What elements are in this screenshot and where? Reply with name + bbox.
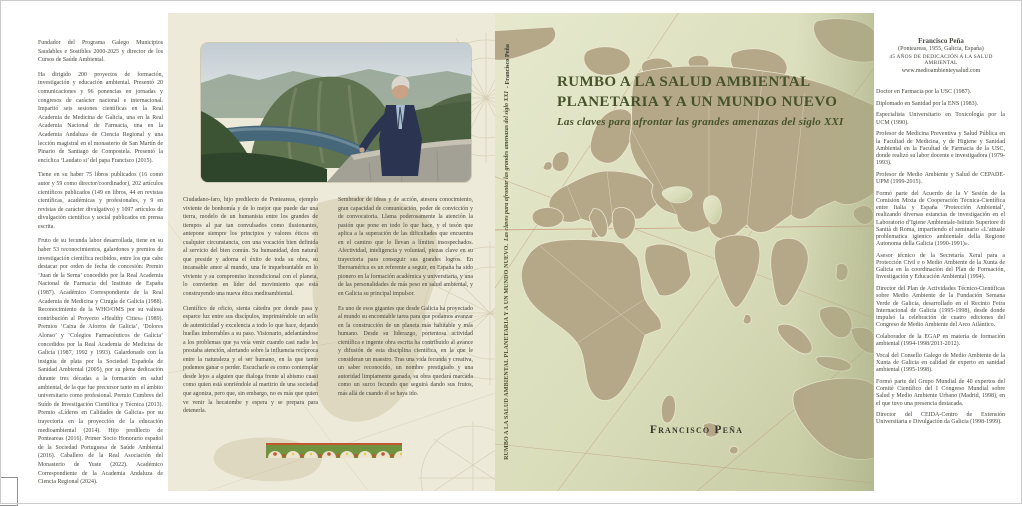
book-title — [557, 73, 844, 128]
right-flap-text — [876, 89, 1005, 431]
canyon-photo-graphic — [201, 43, 471, 182]
left-flap-text — [38, 39, 163, 493]
galician-ornament-strip — [266, 443, 402, 458]
left-flap-paragraph: Fruto de su fecunda labor desarrollada, tiene en su haber 53 reconocimientos, galardones y premios de investigación científica recibidos, entre los que cabe destacar por orden de fecha de concesión: Premio ‘Juan de la Serna’ concedido por la Real Academia Nacional de Farmacia del Instituto de España (1987). Académico Correspondiente de la Real Academia de Medicina y Cirugía de Galicia (1988). Reconocimiento de la WHO/OMS por su valiosa contribución al Proyecto «Healthy Cities» (1989). Premios ‘Caixa de Aforros de Galicia’, ‘Dolores Alonso’ y ‘Colegios Farmacéuticos de Galicia’ concedidos por la Real Academia de Medicina de Galicia (1987, 1992 y 1993). Galardonado con la insignia de plata por la Sociedad Española de Sanidad Ambiental (2005), por su plena dedicación durante tres décadas a la formación en salud ambiental, de la que fue precursor tanto en el ámbito universitario como profesional. Premio Cumbres del Suído de Investigación Científica y Técnica (2013). Premio «Líderes en Calidades de Galicia» por su trayectoria en la proyección de la educación medioambiental (2014). Hijo predilecto de Ponteareas (2016). Primer Socio Honorario español de la Sociedad Portuguesa de Saúde Ambiental (2016). Caballero de la Real Asociación del Monasterio de Yuste (2022). Académico Correspondiente de la Academia Andaluza de Ciencia Regional (2024). — [38, 238, 163, 486]
book-subtitle: Las claves para afrontar las grandes amenazas del siglo XXI — [557, 116, 844, 128]
book-jacket-spread — [2, 13, 1020, 491]
right-flap-paragraph: Vocal del Consello Galego de Medio Ambiente de la Xunta de Galicia en calidad de experto en sanidad ambiental (1995-1998). — [876, 352, 1005, 374]
back-cover-text — [183, 196, 473, 422]
right-flap-paragraph: Formó parte del Acuerdo de la V Sesión de la Comisión Mixta de Cooperación Técnica-Científica entre Italia y España ‘Protección Ambiental’, realizando diversas estancias de investigación en el Laboratorio d’Igiene Ambientale-Istituto Superiore di Sanità di Roma, impartiendo el seminario «L’attuale problematica igienico ambientale della Regione Autonoma della Galicia (1990-1991)». — [876, 190, 1005, 248]
right-flap-header — [874, 37, 1008, 74]
author-name: Francisco Peña — [918, 37, 964, 45]
back-cover-paragraph: Ciudadano-faro, hijo predilecto de Ponteareas, ejemplo viviente de bonhomía y de lo mejor que puede dar una tierra, modelo de un humanista entre los grandes de tiempos al par tan convulsados como ilusionantes, antepone siempre los principios y valores éticos en cualquier circunstancia, con una vocación bien definida al servicio del bien común. Su humanidad, don natural que preside y adorna el éxito de toda su obra, su incansable amor al mundo, una fe inquebrantable en lo viviente y su compromiso incondicional con el planeta, lo convierten en líder del movimiento que está construyendo una nueva ética medioambiental. — [183, 197, 318, 298]
left-flap-paragraph: Tiene en su haber 75 libros publicados (16 como autor y 59 como director/coordinador), 202 artículos científicos publicados (149 en libros, 44 en revistas científicas, académicas y profesionales, y 9 en revistas de carácter divulgativo) y 1097 artículos de divulgación científica y social publicados en prensa escrita. — [38, 172, 163, 230]
book-title-line1: RUMBO A LA SALUD AMBIENTAL — [557, 74, 811, 90]
cover-panel — [495, 13, 874, 491]
right-flap-paragraph: Asesor técnico de la Secretaría Xeral para a Protección Civil e o Medio Ambiente de la Xunta de Galicia en la coordinación del Plan de Formación, Investigación y Educación Ambiental (1994). — [876, 252, 1005, 281]
right-flap-paragraph: Especialista Universitario en Toxicología por la UCM (1990). — [876, 112, 1005, 126]
right-flap-paragraph: Profesor de Medio Ambiente y Salud de CEPADE-UPM (1999-2015). — [876, 171, 1005, 186]
author-website: www.medioambienteysalud.com — [901, 68, 981, 74]
back-cover-column-1 — [183, 196, 318, 422]
right-flap-paragraph: Colaborador de la EGAP en materia de formación ambiental (1994-1998/2011-2012). — [876, 333, 1005, 348]
spine-title: RUMBO A LA SALUD AMBIENTAL PLANETARIA Y A UN MUNDO NUEVO. — [504, 243, 510, 460]
back-cover-paragraph: Sembrador de ideas y de acción, atesora conocimiento, gran capacidad de comunicación, poder de convicción y de convocatoria. Llama poderosamente la atención la pasión que pone en todo lo que hace, y el tesón que aplica a la superación de las dificultades que encuentra en el camino que lo llevan a límites insospechados. Afectividad, inteligencia y voluntad, piezas clave en su trayectoria para conseguir sus grandes logros. En Iberoamérica es un referente a seguir, en España ha sido pionero en la formación académica y universitaria, y una de las personalidades de más peso en salud ambiental, y en Galicia su principal impulsor. — [338, 197, 473, 298]
back-cover — [168, 13, 495, 491]
spine — [495, 13, 519, 491]
right-flap-paragraph: Director del CEIDA-Centro de Extensión Universitaria e Divulgación da Galicia (1998-1999). — [876, 412, 1005, 426]
spine-subtitle: Las claves para afrontar las grandes amenazas del siglo XXI — [504, 91, 510, 241]
right-flap-paragraph: Profesor de Medicina Preventiva y Salud Pública en la Facultad de Medicina, y de Higiene y Sanidad Ambiental en la Facultad de Farmacia de la USC, donde realizó su labor docente e investigadora (1979-1993). — [876, 131, 1005, 167]
left-flap — [2, 13, 168, 491]
right-flap-paragraph: Doctor en Farmacia por la USC (1987). — [876, 89, 972, 95]
cover-author-name: Francisco Peña — [649, 424, 744, 436]
spine-text — [495, 13, 519, 491]
right-flap-paragraph: Director del Plan de Actividades Técnico-Científicas sobre Medio Ambiente de la Fundación Semana Verde de Galicia, desarrollado en el Recinto Feira Internacional de Galicia (1995-1998), desde donde impulsó la celebración de cuatro ediciones del Congreso de Medio Ambiente del Arco Atlántico. — [876, 286, 1005, 329]
author-landscape-photo — [201, 43, 471, 182]
author-dedication: 45 AÑOS DE DEDICACIÓN A LA SALUD AMBIENTAL — [889, 54, 993, 66]
right-flap-paragraph: Diplomado en Sanidad por la ENS (1983). — [876, 100, 979, 107]
left-flap-paragraph: Ha dirigido 200 proyectos de formación, investigación y educación ambiental. Presentó 20 comunicaciones y 96 ponencias en jornadas y congresos de carácter nacional e internacional. Impartió seis sesiones científicas en la Real Academia de Medicina de Galicia, una en la Real Academia Nacional de Farmacia, una en la Academia Andaluza de Ciencia Regional y una lección magistral en el monasterio de San Martín de Pinario de Santiago de Compostela. Presentó la encíclica ‘Laudato si’ del papa Francisco (2015). — [38, 71, 163, 164]
author-origin: (Ponteareas, 1955, Galicia, España) — [898, 46, 984, 52]
page-corner-mark — [0, 477, 18, 506]
right-flap-paragraph: Formó parte del Grupo Mundial de 40 expertos del Comité Científico del I Congreso Mundial sobre Salud y Medio Ambiente Urbano (Madrid, 1998), en el que tuvo una presencia destacada. — [876, 378, 1005, 407]
back-cover-column-2 — [338, 196, 473, 422]
spine-author: - Francisco Peña — [503, 44, 511, 89]
back-cover-paragraph: Científico de oficio, sienta cátedra por donde pasa y esparce luz entre sus discípulos, imprimiéndole un sello de autenticidad y excelencia a todo lo que hace, dejando huellas imborrables a su paso. Visionario, adelantándose a los problemas que ya veía venir cuando casi nadie les prestaba atención, alertando sobre la influencia recíproca entre la naturaleza y el ser humano, en la que tanto podemos ganar o perder. Escucharle es como contemplar desde lejos a alguien que dialoga frente al abismo cuasi como quien está sonriéndole al martirio de una sociedad que agoniza, pero que, sin embargo, no es más que quien ve venir la hecatombe y espera y se prepara para detenerla. — [183, 305, 318, 415]
right-flap — [874, 13, 1020, 491]
book-title-line2: PLANETARIA Y A UN MUNDO NUEVO — [557, 93, 838, 110]
left-flap-paragraph: Fundador del Programa Galego Municipios Saudables e Sostibles 2000-2025 y director de los Cursos de Saúde Ambiental. — [38, 40, 163, 64]
back-cover-paragraph: Es uno de esos gigantes que desde Galicia ha proyectado al mundo su encomiable tarea para que podamos avanzar en la construcción de un planeta más habitable y más humano. Desde su liderazgo, portentosa actividad científica e ingente obra escrita ha contribuido al avance y difusión de esta disciplina científica, en la que le consideran un maestro. Tras una vida fecunda y creativa, un saber reconocido, un nombre prestigiado y una autoridad limpiamente ganada, su obra quedará marcada como un surco fecundo que seguirá dando sus frutos, más allá de cuando él se haya ido. — [338, 305, 473, 398]
